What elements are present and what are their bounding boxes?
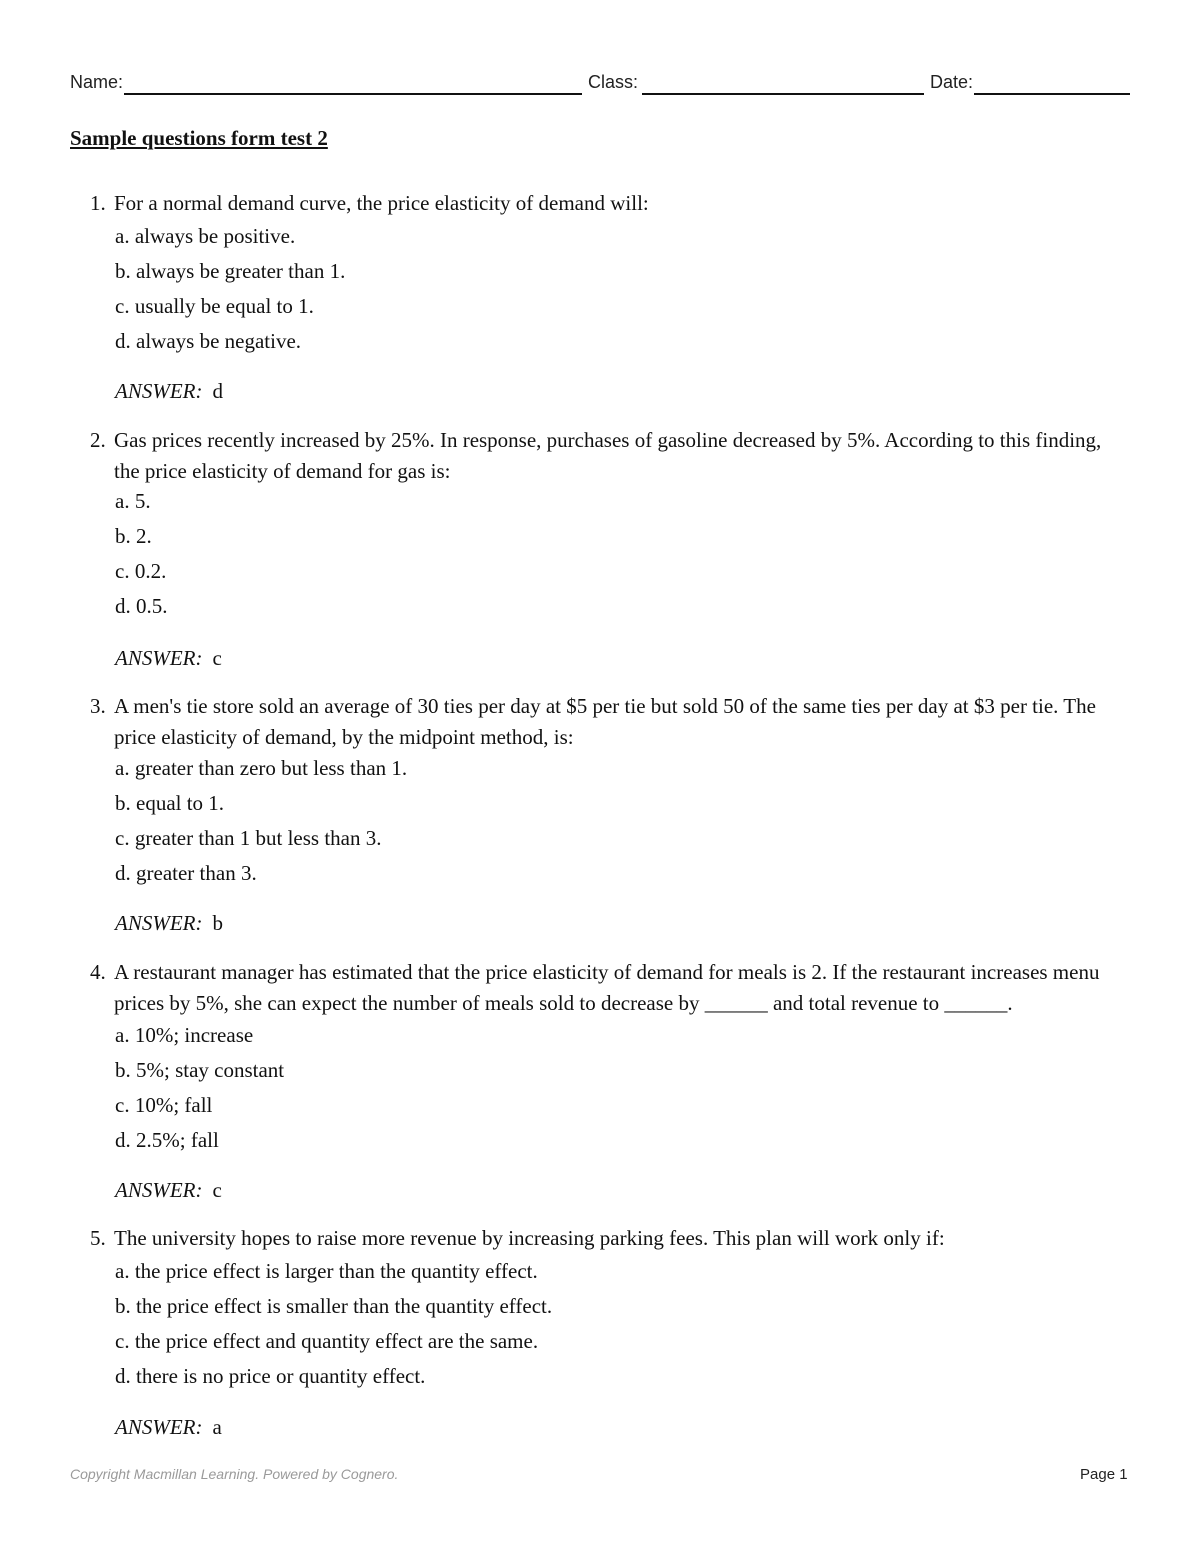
question-stem — [90, 425, 1130, 487]
question-stem — [90, 1223, 1130, 1254]
answer-value: c — [212, 646, 222, 670]
answer-value: a — [212, 1415, 222, 1439]
question-text: Gas prices recently increased by 25%. In response, purchases of gasoline decreased by 5%. According to this finding, the price elasticity of demand for gas is: — [114, 428, 1102, 483]
option-d: d. always be negative. — [115, 329, 302, 353]
option-a: a. greater than zero but less than 1. — [115, 756, 408, 780]
question-number: 5. — [90, 1226, 106, 1250]
name-blank-line — [124, 93, 582, 95]
question-number: 2. — [90, 428, 106, 452]
question-text: A men's tie store sold an average of 30 ties per day at $5 per tie but sold 50 of the same ties per day at $3 per tie. The price elasticity of demand, by the midpoint method, is: — [114, 694, 1096, 749]
date-label: Date: — [930, 72, 974, 92]
student-info-header — [70, 72, 1130, 98]
answer-label: ANSWER: — [115, 646, 203, 670]
question-text: A restaurant manager has estimated that the price elasticity of demand for meals is 2. If the restaurant increases menu prices by 5%, she can expect the number of meals sold to decrease by ______ and total revenue to ______. — [114, 960, 1100, 1015]
class-blank-line — [642, 93, 924, 95]
option-b: b. the price effect is smaller than the quantity effect. — [115, 1294, 553, 1318]
copyright-footer: Copyright Macmillan Learning. Powered by Cognero. — [70, 1466, 399, 1482]
date-blank-line — [974, 93, 1130, 95]
option-a: a. 10%; increase — [115, 1023, 254, 1047]
question-stem — [90, 957, 1130, 1019]
answer-label: ANSWER: — [115, 1415, 203, 1439]
answer-label: ANSWER: — [115, 911, 203, 935]
question-number: 3. — [90, 694, 106, 718]
option-c: c. 0.2. — [115, 559, 167, 583]
question-stem — [90, 691, 1130, 753]
option-d: d. greater than 3. — [115, 861, 257, 885]
answer-value: d — [212, 379, 223, 403]
question-number: 1. — [90, 191, 106, 215]
answer-label: ANSWER: — [115, 379, 203, 403]
option-c: c. the price effect and quantity effect are the same. — [115, 1329, 539, 1353]
name-label: Name: — [70, 72, 124, 92]
answer — [115, 1413, 222, 1441]
question-text: The university hopes to raise more revenue by increasing parking fees. This plan will work only if: — [114, 1226, 945, 1250]
option-a: a. 5. — [115, 489, 151, 513]
question-text: For a normal demand curve, the price elasticity of demand will: — [114, 191, 649, 215]
answer-label: ANSWER: — [115, 1178, 203, 1202]
answer — [115, 909, 223, 937]
option-a: a. always be positive. — [115, 224, 296, 248]
option-b: b. 2. — [115, 524, 152, 548]
question-number: 4. — [90, 960, 106, 984]
answer-value: c — [212, 1178, 222, 1202]
option-a: a. the price effect is larger than the quantity effect. — [115, 1259, 538, 1283]
option-c: c. greater than 1 but less than 3. — [115, 826, 382, 850]
option-d: d. 2.5%; fall — [115, 1128, 219, 1152]
answer — [115, 644, 222, 672]
option-d: d. 0.5. — [115, 594, 168, 618]
answer — [115, 1176, 222, 1204]
page-number: Page 1 — [1080, 1466, 1128, 1483]
answer-value: b — [212, 911, 223, 935]
answer — [115, 377, 223, 405]
option-d: d. there is no price or quantity effect. — [115, 1364, 426, 1388]
class-label: Class: — [588, 72, 639, 92]
option-b: b. always be greater than 1. — [115, 259, 346, 283]
option-c: c. usually be equal to 1. — [115, 294, 314, 318]
question-stem — [90, 188, 1130, 219]
page-title: Sample questions form test 2 — [70, 126, 328, 150]
option-b: b. equal to 1. — [115, 791, 225, 815]
option-b: b. 5%; stay constant — [115, 1058, 285, 1082]
option-c: c. 10%; fall — [115, 1093, 213, 1117]
